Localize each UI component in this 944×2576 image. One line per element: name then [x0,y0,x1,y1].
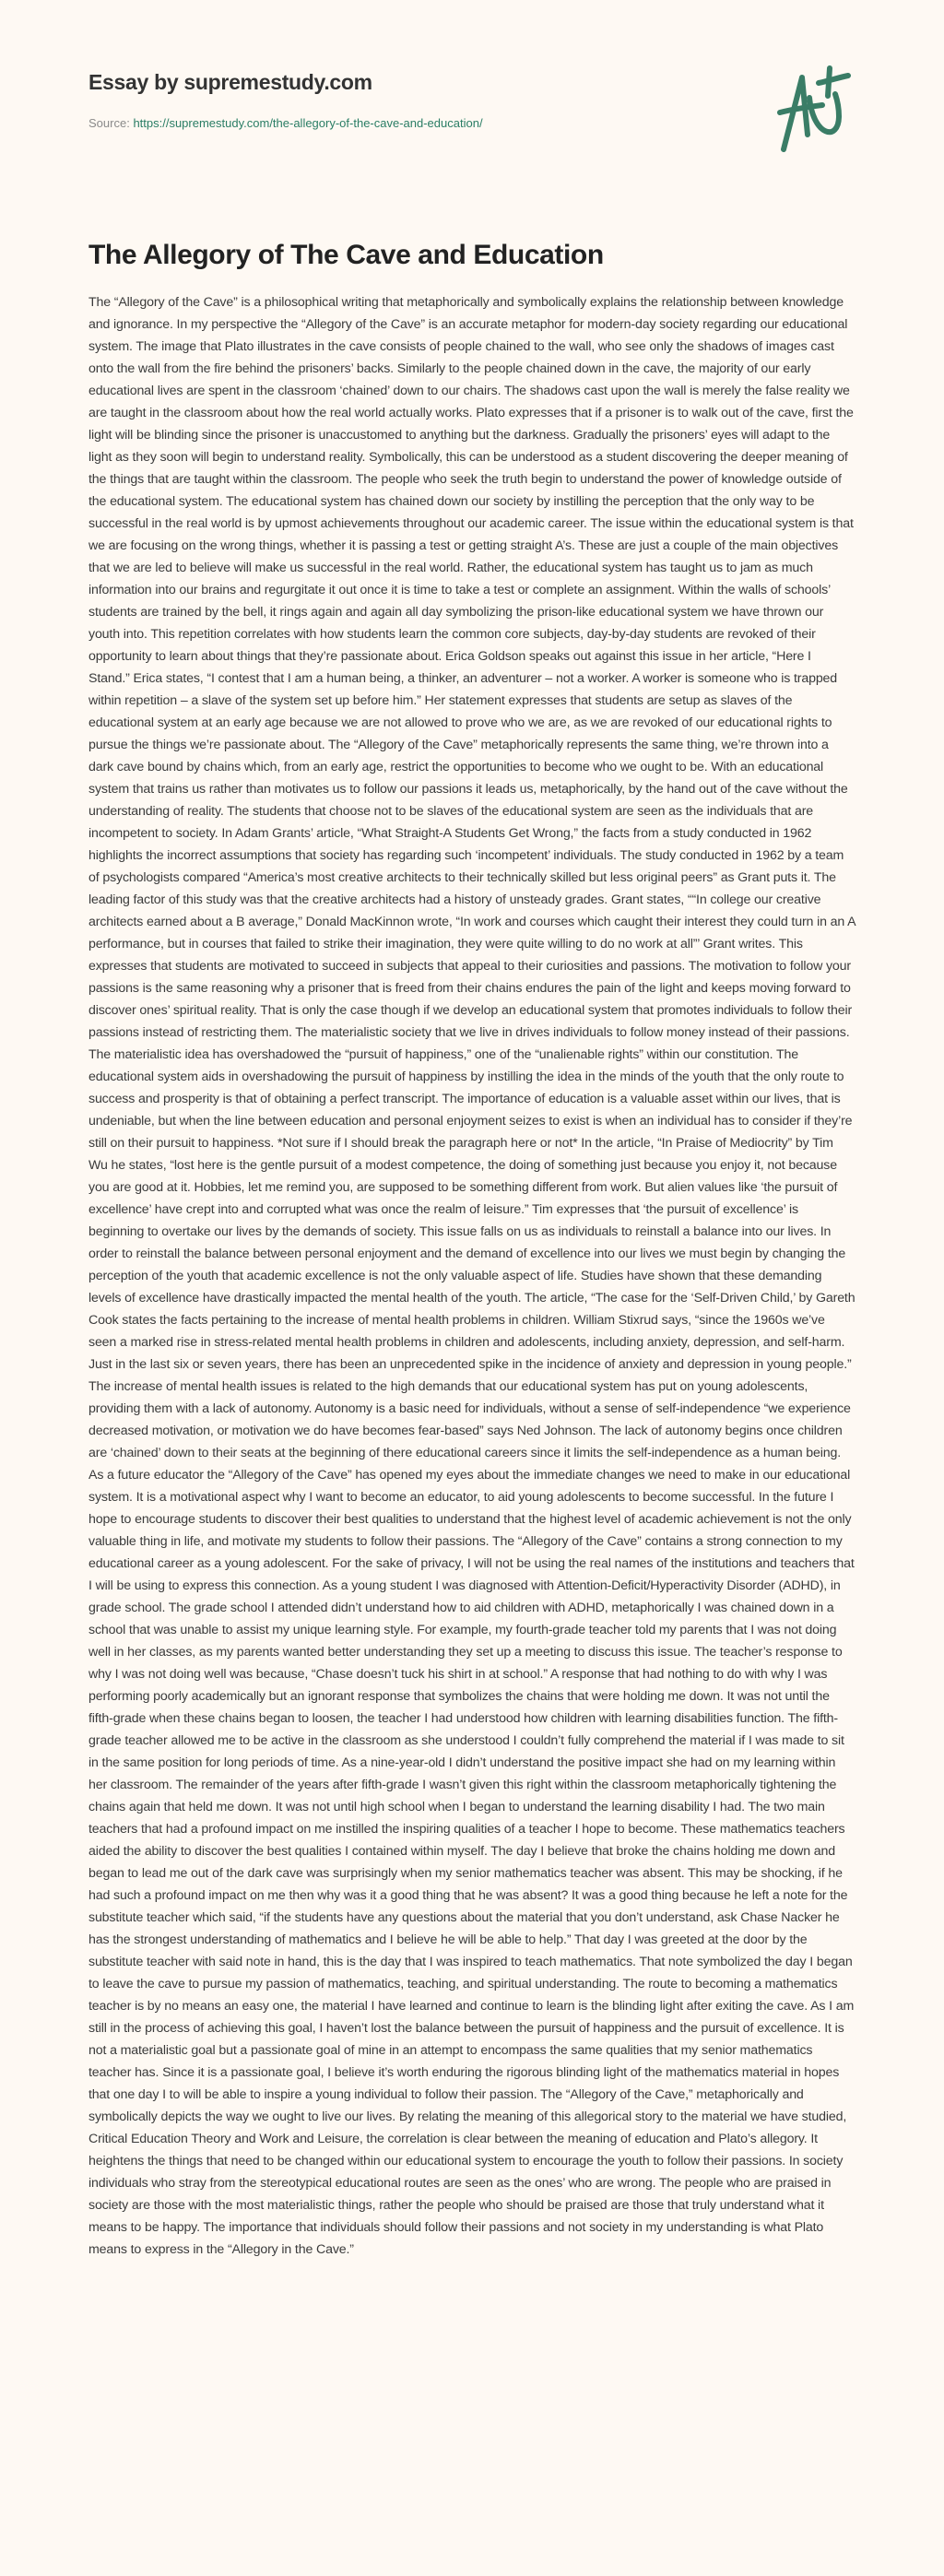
source-link[interactable]: https://supremestudy.com/the-allegory-of-the-cave-and-education/ [133,116,483,130]
a-plus-grade-icon [767,63,868,155]
source-line [88,116,483,130]
source-label: Source: [88,116,130,130]
essay-title: The Allegory of The Cave and Education [88,240,604,270]
site-title: Essay by supremestudy.com [88,70,372,94]
page-header [88,0,856,212]
essay-body: The “Allegory of the Cave” is a philosophical writing that metaphorically and symbolically explains the relationship between knowledge and ignorance. In my perspective the “Allegory of the Cave” is an accurate metaphor for modern-day society regarding our educational system. The image that Plato illustrates in the cave consists of people chained to the wall, who see only the shadows of images cast onto the wall from the fire behind the prisoners’ backs. Similarly to the people chained down in the cave, the majority of our early educational lives are spent in the classroom ‘chained’ down to our chairs. The shadows cast upon the wall is merely the false reality we are taught in the classroom about how the real world actually works. Plato expresses that if a prisoner is to walk out of the cave, first the light will be blinding since the prisoner is unaccustomed to anything but the darkness. Gradually the prisoners’ eyes will adapt to the light as they soon will begin to understand reality. Symbolically, this can be understood as a student discovering the deeper meaning of the things that are taught within the classroom. The people who seek the truth begin to understand the power of knowledge outside of the educational system. The educational system has chained down our society by instilling the perception that the only way to be successful in the real world is by upmost achievements throughout our academic career. The issue within the educational system is that we are focusing on the wrong things, whether it is passing a test or getting straight A’s. These are just a couple of the main objectives that we are led to believe will make us successful in the real world. Rather, the educational system has taught us to jam as much information into our brains and regurgitate it out once it is time to take a test or complete an assignment. Within the walls of schools’ students are trained by the bell, it rings again and again all day symbolizing the prison-like educational system we have thrown our youth into. This repetition correlates with how students learn the common core subjects, day-by-day students are revoked of their opportunity to learn about things that they’re passionate about. Erica Goldson speaks out against this issue in her article, “Here I Stand.” Erica states, “I contest that I am a human being, a thinker, an adventurer – not a worker. A worker is someone who is trapped within repetition – a slave of the system set up before him.” Her statement expresses that students are setup as slaves of the educational system at an early age because we are not allowed to prove who we are, as we are revoked of our educational rights to pursue the things we’re passionate about. The “Allegory of the Cave” metaphorically represents the same thing, we’re thrown into a dark cave bound by chains which, from an early age, restrict the opportunities to become who we ought to be. With an educational system that trains us rather than motivates us to follow our passions it leads us, metaphorically, by the hand out of the cave without the understanding of reality. The students that choose not to be slaves of the educational system are seen as the individuals that are incompetent to society. In Adam Grants’ article, “What Straight-A Students Get Wrong,” the facts from a study conducted in 1962 highlights the incorrect assumptions that society has regarding such ‘incompetent’ individuals. The study conducted in 1962 by a team of psychologists compared “America’s most creative architects to their technically skilled but less original peers” as Grant puts it. The leading factor of this study was that the creative architects had a history of unsteady grades. Grant states, ““In college our creative architects earned about a B average,” Donald MacKinnon wrote, “In work and courses which caught their interest they could turn in an A performance, but in courses that failed to strike their imagination, they were quite willing to do no work at all”’ Grant writes. This expresses that students are motivated to succeed in subjects that appeal to their curiosities and passions. The motivation to follow your passions is the same reasoning why a prisoner that is freed from their chains endures the pain of the light and keeps moving forward to discover ones’ spiritual reality. That is only the case though if we develop an educational system that promotes individuals to follow their passions instead of restricting them. The materialistic society that we live in drives individuals to follow money instead of their passions. The materialistic idea has overshadowed the “pursuit of happiness,” one of the “unalienable rights” within our constitution. The educational system aids in overshadowing the pursuit of happiness by instilling the idea in the minds of the youth that the only route to success and prosperity is that of obtaining a perfect transcript. The importance of education is a valuable asset within our lives, that is undeniable, but when the line between education and personal enjoyment seizes to exist is when an individual has to consider if they’re still on their pursuit to happiness. *Not sure if I should break the paragraph here or not* In the article, “In Praise of Mediocrity” by Tim Wu he states, “lost here is the gentle pursuit of a modest competence, the doing of something just because you enjoy it, not because you are good at it. Hobbies, let me remind you, are supposed to be something different from work. But alien values like ‘the pursuit of excellence’ have crept into and corrupted what was once the realm of leisure.” Tim expresses that ‘the pursuit of excellence’ is beginning to overtake our lives by the demands of society. This issue falls on us as individuals to reinstall a balance into our lives. In order to reinstall the balance between personal enjoyment and the demand of excellence into our lives we must begin by changing the perception of the youth that academic excellence is not the only valuable aspect of life. Studies have shown that these demanding levels of excellence have drastically impacted the mental health of the youth. The article, “The case for the ‘Self-Driven Child,’ by Gareth Cook states the facts pertaining to the increase of mental health problems in children. William Stixrud says, “since the 1960s we’ve seen a marked rise in stress-related mental health problems in children and adolescents, including anxiety, depression, and self-harm. Just in the last six or seven years, there has been an unprecedented spike in the incidence of anxiety and depression in young people.” The increase of mental health issues is related to the high demands that our educational system has put on young adolescents, providing them with a lack of autonomy. Autonomy is a basic need for individuals, without a sense of self-independence “we experience decreased motivation, or motivation we do have becomes fear-based” says Ned Johnson. The lack of autonomy begins once children are ‘chained’ down to their seats at the beginning of there educational careers since it limits the self-independence as a human being. As a future educator the “Allegory of the Cave” has opened my eyes about the immediate changes we need to make in our educational system. It is a motivational aspect why I want to become an educator, to aid young adolescents to become successful. In the future I hope to encourage students to discover their best qualities to understand that the highest level of academic achievement is not the only valuable thing in life, and motivate my students to follow their passions. The “Allegory of the Cave” contains a strong connection to my educational career as a young adolescent. For the sake of privacy, I will not be using the real names of the institutions and teachers that I will be using to express this connection. As a young student I was diagnosed with Attention-Deficit/Hyperactivity Disorder (ADHD), in grade school. The grade school I attended didn’t understand how to aid children with ADHD, metaphorically I was chained down in a school that was unable to assist my unique learning style. For example, my fourth-grade teacher told my parents that I was not doing well in her classes, as my parents wanted better understanding they set up a meeting to discuss this issue. The teacher’s response to why I was not doing well was because, “Chase doesn’t tuck his shirt in at school.” A response that had nothing to do with why I was performing poorly academically but an ignorant response that symbolizes the chains that were holding me down. It was not until the fifth-grade when these chains began to loosen, the teacher I had understood how children with learning disabilities function. The fifth-grade teacher allowed me to be active in the classroom as she understood I couldn’t fully comprehend the material if I was made to sit in the same position for long periods of time. As a nine-year-old I didn’t understand the positive impact she had on my learning within her classroom. The remainder of the years after fifth-grade I wasn’t given this right within the classroom metaphorically tightening the chains again that held me down. It was not until high school when I began to understand the learning disability I had. The two main teachers that had a profound impact on me instilled the inspiring qualities of a teacher I hope to become. These mathematics teachers aided the ability to discover the best qualities I contained within myself. The day I believe that broke the chains holding me down and began to lead me out of the dark cave was surprisingly when my senior mathematics teacher was absent. This may be shocking, if he had such a profound impact on me then why was it a good thing that he was absent? It was a good thing because he left a note for the substitute teacher which said, “if the students have any questions about the material that you don’t understand, ask Chase Nacker he has the strongest understanding of mathematics and I believe he will be able to help.” That day I was greeted at the door by the substitute teacher with said note in hand, this is the day that I was inspired to teach mathematics. That note symbolized the day I began to leave the cave to pursue my passion of mathematics, teaching, and spiritual understanding. The route to becoming a mathematics teacher is by no means an easy one, the material I have learned and continue to learn is the blinding light after exiting the cave. As I am still in the process of achieving this goal, I haven’t lost the balance between the pursuit of happiness and the pursuit of excellence. It is not a materialistic goal but a passionate goal of mine in an attempt to encompass the same qualities that my senior mathematics teacher has. Since it is a passionate goal, I believe it’s worth enduring the rigorous blinding light of the mathematics material in hopes that one day I to will be able to inspire a young individual to follow their passion. The “Allegory of the Cave,” metaphorically and symbolically depicts the way we ought to live our lives. By relating the meaning of this allegorical story to the material we have studied, Critical Education Theory and Work and Leisure, the correlation is clear between the meaning of education and Plato’s allegory. It heightens the things that need to be changed within our educational system to encourage the youth to follow their passions. In society individuals who stray from the stereotypical educational routes are seen as the ones’ who are wrong. The people who are praised in society are those with the most materialistic things, rather the people who should be praised are those that truly understand what it means to be happy. The importance that individuals should follow their passions and not society in my understanding is what Plato means to express in the “Allegory in the Cave.” [88,295,856,2257]
